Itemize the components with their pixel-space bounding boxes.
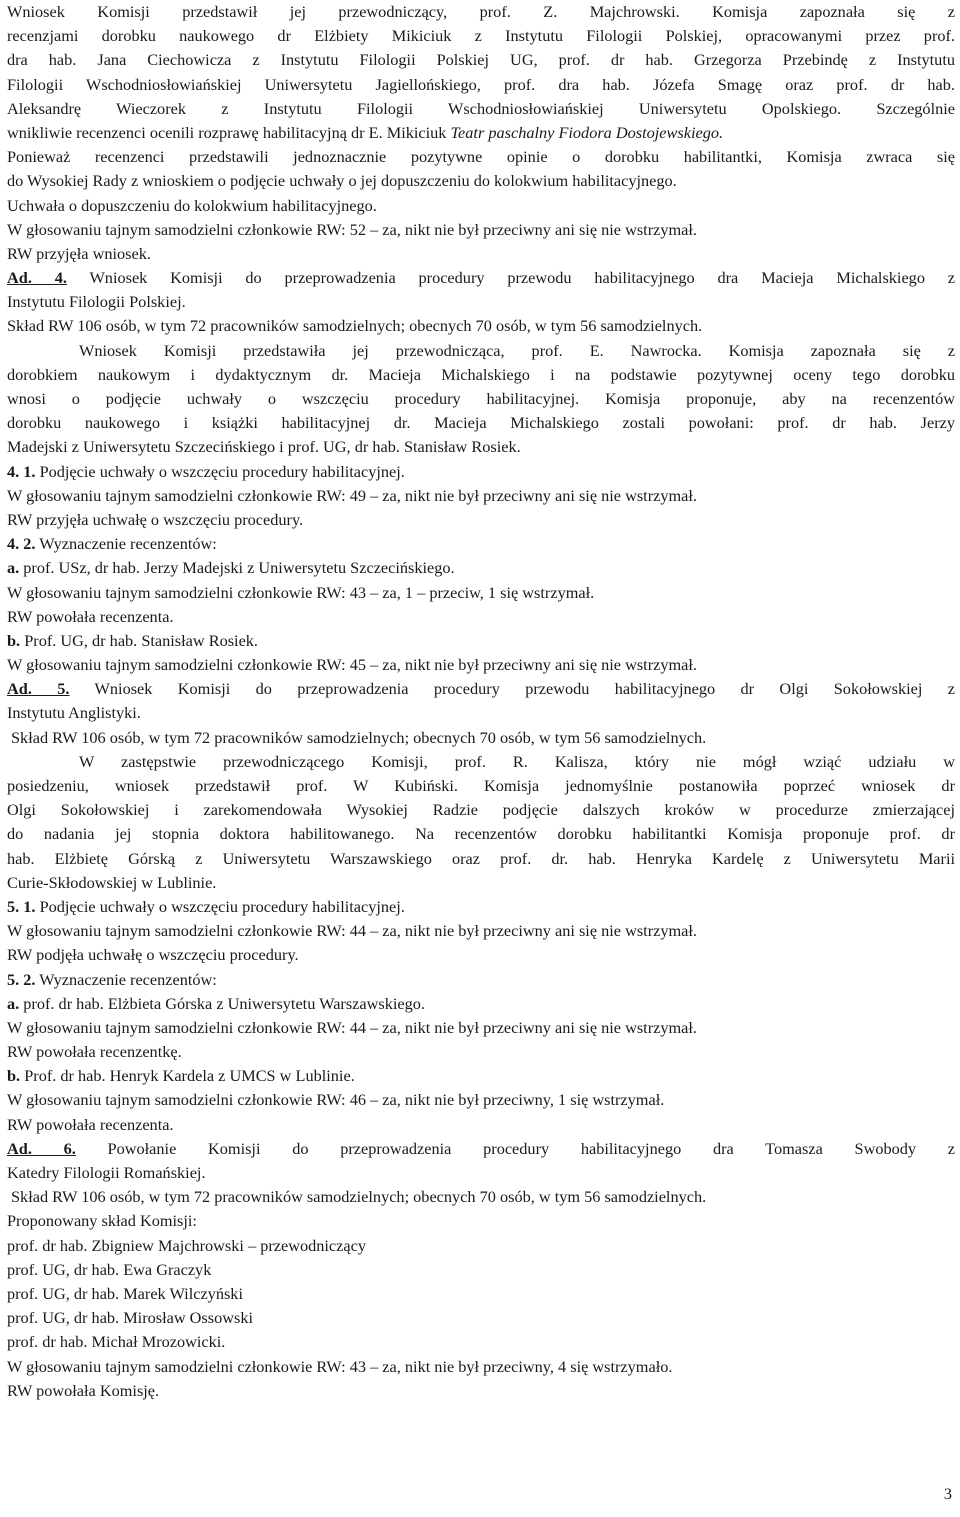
text-line <box>7 726 955 750</box>
text-line <box>7 290 955 314</box>
text-run: W głosowaniu tajnym samodzielni członkowie RW: 52 – za, nikt nie był przeciwny ani się nie wstrzymał. <box>7 219 697 239</box>
text-line <box>7 508 955 532</box>
text-line <box>7 701 955 725</box>
text-line <box>7 943 955 967</box>
text-run: prof. dr hab. Zbigniew Majchrowski – przewodniczący <box>7 1235 366 1255</box>
agenda-item-label: Ad. 4. <box>7 268 67 288</box>
text-line <box>7 895 955 919</box>
text-line <box>7 1113 955 1137</box>
text-run: RW powołała recenzentkę. <box>7 1042 182 1062</box>
text-line <box>7 1355 955 1379</box>
text-run: Skład RW 106 osób, w tym 72 pracowników samodzielnych; obecnych 70 osób, w tym 56 samodzielnych. <box>7 316 703 336</box>
agenda-item-label: Ad. 6. <box>7 1138 76 1158</box>
text-line <box>7 121 955 145</box>
text-run: Ponieważ recenzenci przedstawili jednoznacznie pozytywne opinie o dorobku habilitantki, Komisja zwraca się <box>7 147 955 167</box>
text-line <box>7 169 955 193</box>
text-run: hab. Elżbietę Górską z Uniwersytetu Warszawskiego oraz prof. dr. hab. Henryka Kardelę z Uniwersytetu Marii <box>7 848 955 868</box>
page-number: 3 <box>943 1484 952 1503</box>
item-marker: 5. 2. <box>7 969 36 989</box>
text-run: W głosowaniu tajnym samodzielni członkowie RW: 43 – za, nikt nie był przeciwny, 4 się wstrzymało. <box>7 1356 673 1376</box>
text-line <box>7 339 955 363</box>
text-run: Filologii Wschodniosłowiańskiej Uniwersytetu Jagiellońskiego, prof. dra hab. Józefa Smagę oraz prof. dr hab. <box>7 74 955 94</box>
text-run: wnikliwie recenzenci ocenili rozprawę habilitacyjną dr E. Mikiciuk <box>7 122 451 142</box>
text-run: Wniosek Komisji przedstawiła jej przewodnicząca, prof. E. Nawrocka. Komisja zapoznała się z <box>79 340 955 360</box>
text-run: wnosi o podjęcie uchwały o wszczęciu procedury habilitacyjnej. Komisja proponuje, aby na recenzentów <box>7 389 955 408</box>
text-line <box>7 1185 955 1209</box>
text-line <box>7 1161 955 1185</box>
text-line <box>7 218 955 242</box>
text-run: Prof. UG, dr hab. Stanisław Rosiek. <box>20 630 259 650</box>
text-line <box>7 460 955 484</box>
text-run: Instytutu Filologii Polskiej. <box>7 292 186 312</box>
text-line <box>7 1137 955 1161</box>
text-line <box>7 314 955 338</box>
text-line <box>7 629 955 653</box>
item-marker: b. <box>7 1066 21 1086</box>
text-run: recenzjami dorobku naukowego dr Elżbiety Mikiciuk z Instytutu Filologii Polskiej, opracowanymi przez prof. <box>7 26 955 46</box>
text-line <box>7 411 955 435</box>
text-line <box>7 750 955 774</box>
text-run: prof. UG, dr hab. Mirosław Ossowski <box>7 1308 254 1328</box>
text-line <box>7 484 955 508</box>
text-run: Podjęcie uchwały o wszczęciu procedury habilitacyjnej. <box>35 896 405 916</box>
text-line <box>7 556 955 580</box>
text-run: RW przyjęła wniosek. <box>7 243 151 263</box>
text-line <box>7 435 955 459</box>
text-line <box>7 1258 955 1282</box>
text-run: Skład RW 106 osób, w tym 72 pracowników samodzielnych; obecnych 70 osób, w tym 56 samodzielnych. <box>11 727 707 747</box>
item-marker: b. <box>7 630 21 650</box>
text-run: prof. UG, dr hab. Ewa Graczyk <box>7 1259 212 1279</box>
text-line <box>7 605 955 629</box>
item-marker: 4. 1. <box>7 461 36 481</box>
text-run: Wyznaczenie recenzentów: <box>35 969 217 989</box>
text-run: W głosowaniu tajnym samodzielni członkowie RW: 49 – za, nikt nie był przeciwny ani się nie wstrzymał. <box>7 485 697 505</box>
text-run: prof. UG, dr hab. Marek Wilczyński <box>7 1283 243 1303</box>
text-line <box>7 1282 955 1306</box>
text-run: posiedzeniu, wniosek przedstawił prof. W Kubiński. Komisja jednomyślnie postanowiła poprzeć wniosek dr <box>7 776 955 795</box>
text-run: W głosowaniu tajnym samodzielni członkowie RW: 46 – za, nikt nie był przeciwny, 1 się wstrzymał. <box>7 1090 665 1110</box>
item-marker: 4. 2. <box>7 534 36 554</box>
text-run: Powołanie Komisji do przeprowadzenia procedury habilitacyjnego dra Tomasza Swobody z <box>75 1138 955 1158</box>
text-run: RW powołała recenzenta. <box>7 1114 174 1134</box>
text-run: RW przyjęła uchwałę o wszczęciu procedury. <box>7 509 304 529</box>
text-run: Instytutu Anglistyki. <box>7 703 141 723</box>
text-run: RW powołała recenzenta. <box>7 606 174 626</box>
text-run: prof. dr hab. Michał Mrozowicki. <box>7 1332 226 1352</box>
text-run: RW powołała Komisję. <box>7 1380 160 1400</box>
text-run: Uchwała o dopuszczeniu do kolokwium habilitacyjnego. <box>7 195 377 215</box>
text-run: Madejski z Uniwersytetu Szczecińskiego i prof. UG, dr hab. Stanisław Rosiek. <box>7 437 521 457</box>
item-marker: a. <box>7 993 20 1013</box>
text-line <box>7 1234 955 1258</box>
text-run: W głosowaniu tajnym samodzielni członkowie RW: 44 – za, nikt nie był przeciwny ani się nie wstrzymał. <box>7 921 697 941</box>
text-run: dra hab. Jana Ciechowicza z Instytutu Filologii Polskiej UG, prof. dr hab. Grzegorza Przebindę z Instytutu <box>7 50 955 70</box>
text-line <box>7 677 955 701</box>
text-line <box>7 774 955 798</box>
text-run: Curie-Skłodowskiej w Lublinie. <box>7 872 217 892</box>
text-line <box>7 1379 955 1403</box>
text-run: do nadania jej stopnia doktora habilitowanego. Na recenzentów dorobku habilitantki Komisja proponuje prof. dr <box>7 824 955 844</box>
text-line <box>7 798 955 822</box>
text-run: W głosowaniu tajnym samodzielni członkowie RW: 43 – za, 1 – przeciw, 1 się wstrzymał. <box>7 582 595 602</box>
text-line <box>7 1209 955 1233</box>
text-line <box>7 968 955 992</box>
text-line <box>7 387 955 411</box>
text-run: Wniosek Komisji do przeprowadzenia procedury przewodu habilitacyjnego dr Olgi Sokołowskiej z <box>69 679 955 699</box>
text-line <box>7 822 955 846</box>
text-run: prof. USz, dr hab. Jerzy Madejski z Uniwersytetu Szczecińskiego. <box>19 558 455 578</box>
agenda-item-label: Ad. 5. <box>7 679 70 699</box>
text-line <box>7 145 955 169</box>
text-line <box>7 847 955 871</box>
text-line <box>7 581 955 605</box>
item-marker: a. <box>7 558 20 578</box>
text-line <box>7 1088 955 1112</box>
text-line <box>7 1064 955 1088</box>
text-run: dorobkiem naukowym i dydaktycznym dr. Macieja Michalskiego i na podstawie pozytywnej oceny tego dorobku <box>7 364 955 384</box>
text-line <box>7 73 955 97</box>
text-line <box>7 532 955 556</box>
text-line <box>7 194 955 218</box>
text-line <box>7 919 955 943</box>
document-body <box>7 0 955 1403</box>
text-line <box>7 653 955 677</box>
text-run: Skład RW 106 osób, w tym 72 pracowników samodzielnych; obecnych 70 osób, w tym 56 samodzielnych. <box>11 1187 707 1207</box>
text-line <box>7 266 955 290</box>
text-run: Teatr paschalny Fiodora Dostojewskiego. <box>450 122 724 142</box>
text-line <box>7 1306 955 1330</box>
text-run: Aleksandrę Wieczorek z Instytutu Filologii Wschodniosłowiańskiej Uniwersytetu Opolskiego. Szczególnie <box>7 98 955 118</box>
text-line <box>7 871 955 895</box>
text-run: prof. dr hab. Elżbieta Górska z Uniwersytetu Warszawskiego. <box>19 993 425 1013</box>
text-run: W głosowaniu tajnym samodzielni członkowie RW: 45 – za, nikt nie był przeciwny ani się nie wstrzymał. <box>7 655 697 675</box>
item-marker: 5. 1. <box>7 896 36 916</box>
text-run: RW podjęła uchwałę o wszczęciu procedury. <box>7 945 299 965</box>
text-run: Wniosek Komisji przedstawił jej przewodniczący, prof. Z. Majchrowski. Komisja zapoznała się z <box>7 2 955 21</box>
text-run: Olgi Sokołowskiej i zarekomendowała Wysokiej Radzie podjęcie dalszych kroków w procedurze zmierzającej <box>7 800 955 820</box>
text-line <box>7 48 955 72</box>
text-line <box>7 24 955 48</box>
text-line <box>7 992 955 1016</box>
text-run: Wniosek Komisji do przeprowadzenia procedury przewodu habilitacyjnego dra Macieja Michalskiego z <box>66 268 956 288</box>
text-run: Katedry Filologii Romańskiej. <box>7 1163 206 1182</box>
text-line <box>7 1330 955 1354</box>
text-run: W zastępstwie przewodniczącego Komisji, prof. R. Kalisza, który nie mógł wziąć udziału w <box>79 751 955 771</box>
text-run: Prof. dr hab. Henryk Kardela z UMCS w Lublinie. <box>20 1066 355 1086</box>
text-line <box>7 363 955 387</box>
text-line <box>7 1040 955 1064</box>
text-line <box>7 1016 955 1040</box>
text-run: Proponowany skład Komisji: <box>7 1211 197 1231</box>
text-line <box>7 0 955 24</box>
text-run: W głosowaniu tajnym samodzielni członkowie RW: 44 – za, nikt nie był przeciwny ani się nie wstrzymał. <box>7 1017 697 1037</box>
text-line <box>7 97 955 121</box>
text-run: do Wysokiej Rady z wnioskiem o podjęcie uchwały o jej dopuszczeniu do kolokwium habilitacyjnego. <box>7 171 677 191</box>
text-line <box>7 242 955 266</box>
text-run: dorobku naukowego i książki habilitacyjnej dr. Macieja Michalskiego zostali powołani: prof. dr hab. Jerzy <box>7 413 955 433</box>
text-run: Podjęcie uchwały o wszczęciu procedury habilitacyjnej. <box>35 461 405 481</box>
text-run: Wyznaczenie recenzentów: <box>35 534 217 554</box>
